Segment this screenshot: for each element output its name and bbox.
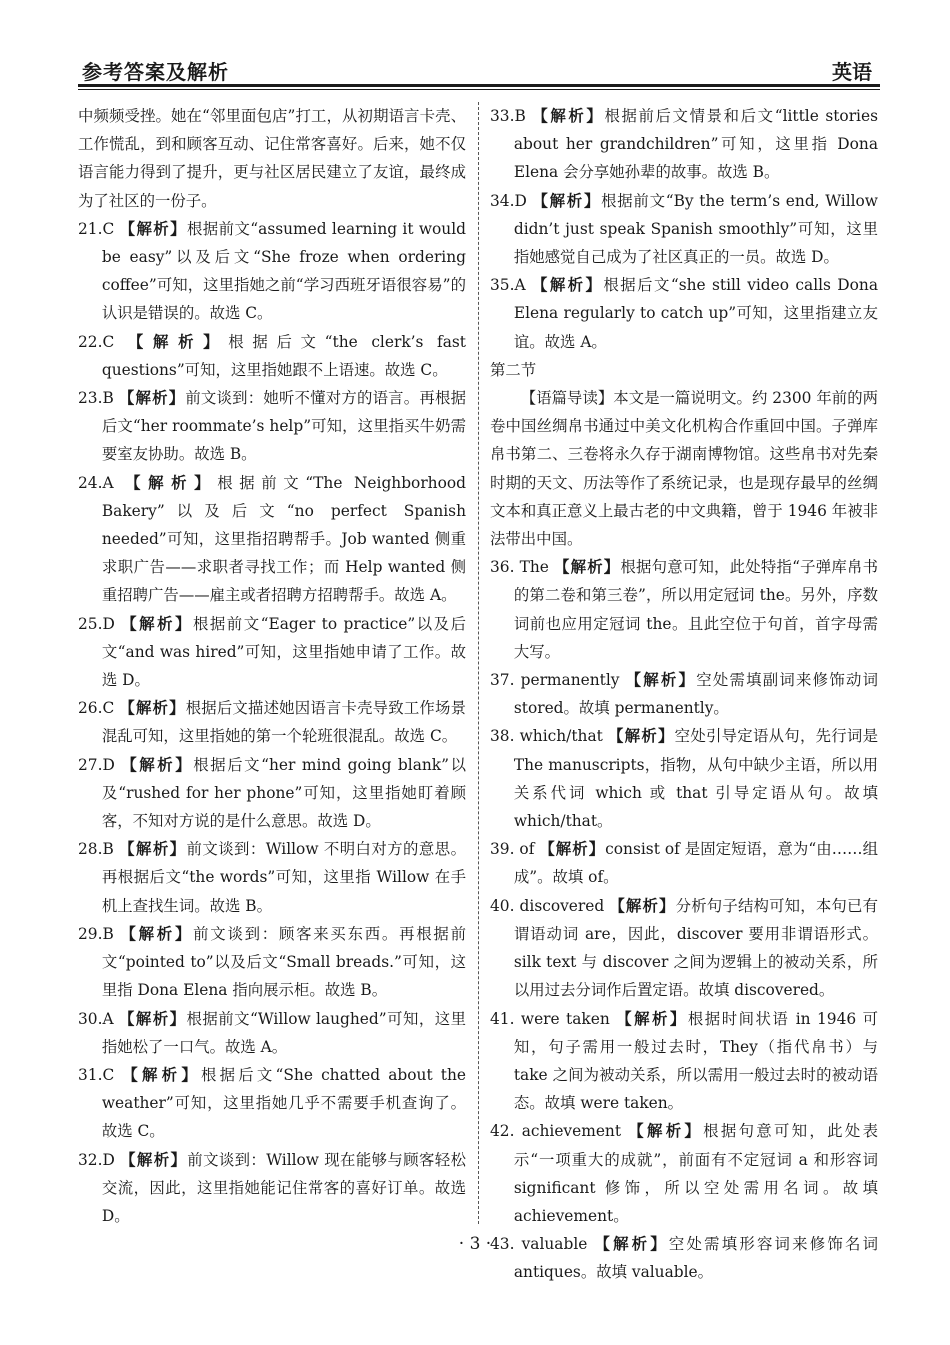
analysis-text: 根据后文“her mind going blank”以及“rushed for her phone”可知，这里指她盯着顾客，不知对方说的是什么意思。故选 D。: [101, 755, 466, 831]
answer-number: 37. permanently: [490, 671, 620, 690]
answer-item: [78, 694, 466, 750]
analysis-tag: 【解析】: [121, 755, 194, 774]
answer-number: 39. of: [490, 840, 535, 859]
analysis-text: 根据句意可知，此处特指“子弹库帛书的第二卷和第三卷”，所以用定冠词 the。另外，序数词前也应用定冠词 the。且此空位于句首，首字母需大写。: [513, 558, 878, 661]
analysis-tag: 【解析】: [119, 219, 187, 238]
answer-item: [78, 751, 466, 836]
analysis-text: 根据前文“The Neighborhood Bakery”以及后文“no perfect Spanish needed”可知，这里指招聘帮手。Job wanted 侧重求职广告——求职者寻找工作；而 Help wanted 侧重招聘广告——雇主或者招聘方招聘帮手。故选 A。: [101, 473, 466, 605]
analysis-tag: 【解析】: [609, 896, 676, 915]
analysis-text: 空处需填形容词来修饰名词 antiques。故填 valuable。: [513, 1235, 878, 1282]
analysis-tag: 【解析】: [594, 1235, 669, 1254]
analysis-tag: 【解析】: [628, 1122, 704, 1141]
answer-item: [490, 553, 878, 666]
analysis-tag: 【解析】: [118, 1009, 187, 1028]
answer-number: 24.A: [78, 473, 114, 492]
header-rule-thick: [78, 84, 880, 87]
analysis-tag: 【解析】: [127, 332, 229, 351]
analysis-tag: 【解析】: [125, 473, 218, 492]
answer-item: [490, 835, 878, 891]
analysis-tag: 【解析】: [118, 389, 186, 408]
answer-number: 38. which/that: [490, 727, 603, 746]
analysis-text: 前文谈到：她听不懂对方的语言。再根据后文“her roommate’s help”可知，这里指买牛奶需要室友协助。故选 B。: [101, 389, 466, 464]
answer-item: [78, 1061, 466, 1146]
analysis-text: 根据前文“assumed learning it would be easy”以及后文“She froze when ordering coffee”可知，这里指她之前“学习西班牙语很容易”的认识是错误的。故选 C。: [101, 219, 466, 323]
column-divider: [478, 102, 479, 1224]
analysis-text: 根据后文“the clerk’s fast questions”可知，这里指她跟不上语速。故选 C。: [101, 332, 466, 379]
answer-item: [490, 1005, 878, 1118]
analysis-tag: 【解析】: [120, 1150, 188, 1169]
answer-item: [78, 384, 466, 469]
answer-list-left: [78, 215, 466, 1230]
analysis-tag: 【解析】: [120, 924, 194, 943]
analysis-text: 前文谈到：顾客来买东西。再根据前文“pointed to”以及后文“Small breads.”可知，这里指 Dona Elena 指向展示柜。故选 B。: [101, 924, 466, 1000]
answer-item: [490, 187, 878, 272]
analysis-text: 根据前文“Willow laughed”可知，这里指她松了一口气。故选 A。: [101, 1009, 466, 1056]
analysis-text: 根据句意可知，此处表示“一项重大的成就”，前面有不定冠词 a 和形容词 significant 修饰，所以空处需用名词。故填 achievement。: [513, 1122, 878, 1225]
answer-item: [490, 102, 878, 187]
analysis-text: 空处引导定语从句，先行词是 The manuscripts，指物，从句中缺少主语，所以用关系代词 which 或 that 引导定语从句。故填 which/that。: [513, 727, 878, 831]
section-title: 第二节: [490, 360, 537, 379]
answer-item: [78, 1005, 466, 1061]
answer-number: 25.D: [78, 614, 115, 633]
analysis-text: 根据时间状语 in 1946 可知，句子需用一般过去时，They（指代帛书）与 take 之间为被动关系，所以需用一般过去时的被动语态。故填 were taken。: [513, 1009, 878, 1113]
answer-item: [490, 666, 878, 722]
analysis-text: 根据后文描述她因语言卡壳导致工作场景混乱可知，这里指她的第一个轮班很混乱。故选 C。: [101, 699, 466, 746]
answer-number: 22.C: [78, 332, 115, 351]
answer-number: 27.D: [78, 755, 115, 774]
answer-number: 21.C: [78, 219, 115, 238]
right-column: [490, 102, 878, 1287]
analysis-tag: 【解析】: [539, 840, 606, 859]
answer-number: 31.C: [78, 1065, 115, 1084]
analysis-tag: 【解析】: [532, 191, 602, 210]
answer-item: [78, 1146, 466, 1231]
answer-number: 36. The: [490, 558, 549, 577]
analysis-tag: 【解析】: [625, 671, 697, 690]
analysis-tag: 【解析】: [122, 1065, 201, 1084]
left-column: [78, 102, 466, 1230]
analysis-tag: 【解析】: [121, 614, 193, 633]
analysis-tag: 【解析】: [608, 727, 675, 746]
answer-item: [78, 835, 466, 920]
answer-item: [78, 920, 466, 1005]
answer-item: [78, 215, 466, 328]
answer-number: 41. were taken: [490, 1009, 610, 1028]
answer-number: 33.B: [490, 107, 526, 125]
header-rule-thin: [78, 89, 880, 90]
answer-number: 28.B: [78, 840, 114, 859]
page-header: [78, 52, 880, 86]
answer-item: [490, 271, 878, 356]
answer-item: [78, 610, 466, 695]
analysis-text: 根据后文“she still video calls Dona Elena regularly to catch up”可知，这里指建立友谊。故选 A。: [513, 276, 878, 351]
answer-number: 40. discovered: [490, 896, 605, 915]
answer-item: [490, 892, 878, 1005]
analysis-text: consist of 是固定短语，意为“由……组成”。故填 of。: [513, 840, 878, 887]
answer-number: 29.B: [78, 924, 114, 943]
analysis-text: 根据后文“She chatted about the weather”可知，这里指她几乎不需要手机查询了。故选 C。: [101, 1065, 466, 1141]
header-title: 参考答案及解析: [82, 60, 229, 84]
page-number: · 3 ·: [458, 1234, 492, 1254]
answer-list-right-b: [490, 553, 878, 1286]
answer-item: [78, 328, 466, 384]
answer-number: 32.D: [78, 1150, 115, 1169]
answer-number: 30.A: [78, 1009, 114, 1028]
analysis-tag: 【解析】: [553, 558, 621, 577]
answer-item: [490, 722, 878, 835]
answer-item: [78, 469, 466, 610]
answer-number: 42. achievement: [490, 1122, 622, 1141]
analysis-text: 空处需填副词来修饰动词 stored。故填 permanently。: [513, 671, 878, 718]
analysis-tag: 【解析】: [532, 107, 605, 125]
analysis-text: 前文谈到：Willow 不明白对方的意思。再根据后文“the words”可知，这里指 Willow 在手机上查找生词。故选 B。: [101, 840, 466, 915]
analysis-text: 分析句子结构可知，本句已有谓语动词 are，因此，discover 要用非谓语形式。silk text 与 discover 之间为逻辑上的被动关系，所以用过去分词作后置定语。故填 discovered。: [513, 896, 878, 1000]
answer-list-right-a: [490, 102, 878, 356]
analysis-tag: 【解析】: [531, 276, 604, 295]
analysis-text: 根据前后文情景和后文“little stories about her grandchildren”可知，这里指 Dona Elena 会分享她孙辈的故事。故选 B。: [513, 107, 878, 182]
answer-number: 26.C: [78, 699, 115, 718]
analysis-tag: 【解析】: [119, 699, 186, 718]
passage-summary-continuation: 中频频受挫。她在“邻里面包店”打工，从初期语言卡壳、工作慌乱，到和顾客互动、记住常客喜好。后来，她不仅语言能力得到了提升，更与社区居民建立了友谊，最终成为了社区的一份子。: [78, 107, 466, 210]
header-subject: 英语: [832, 60, 872, 84]
analysis-text: 根据前文“By the term’s end, Willow didn’t just speak Spanish smoothly”可知，这里指她感觉自己成为了社区真正的一员。故选 D。: [513, 191, 878, 267]
analysis-tag: 【解析】: [119, 840, 187, 859]
passage-guide: 【语篇导读】本文是一篇说明文。约 2300 年前的两卷中国丝绸帛书通过中美文化机构合作重回中国。子弹库帛书第二、三卷将永久存于湖南博物馆。这些帛书对先秦时期的天文、历法等作了系统记录，也是现存最早的丝绸文本和真正意义上最古老的中文典籍，曾于 1946 年被非法带出中国。: [490, 389, 878, 549]
analysis-text: 根据前文“Eager to practice”以及后文“and was hired”可知，这里指她申请了工作。故选 D。: [101, 614, 466, 690]
analysis-text: 前文谈到：Willow 现在能够与顾客轻松交流，因此，这里指她能记住常客的喜好订单。故选 D。: [101, 1150, 466, 1225]
answer-number: 34.D: [490, 191, 527, 210]
analysis-tag: 【解析】: [616, 1009, 688, 1028]
answer-number: 35.A: [490, 276, 526, 295]
answer-number: 43. valuable: [490, 1235, 588, 1254]
answer-number: 23.B: [78, 389, 114, 408]
answer-item: [490, 1117, 878, 1230]
